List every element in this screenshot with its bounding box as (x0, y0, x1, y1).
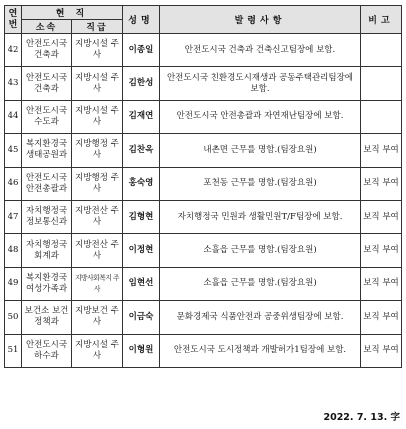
row-no: 51 (5, 334, 22, 367)
row-action: 안전도시국 안전총괄과 자연재난팀장에 보함. (160, 100, 361, 133)
row-name: 이정현 (123, 234, 160, 267)
table-row (5, 200, 402, 233)
issue-date: 2022. 7. 13. 字 (323, 412, 400, 423)
table-row (5, 267, 402, 300)
row-action: 소흘읍 근무를 명함.(팀장요원) (160, 267, 361, 300)
table-row (5, 67, 402, 100)
row-note: 보직 부여 (361, 134, 402, 167)
row-grade: 지방시설 주사 (72, 334, 123, 367)
header-no: 연번 (5, 6, 22, 34)
row-note (361, 67, 402, 100)
row-grade: 지방행정 주사 (72, 167, 123, 200)
row-grade: 지방보건 주사 (72, 301, 123, 334)
row-dept: 안전도시국 하수과 (22, 334, 72, 367)
row-grade: 지방전산 주사 (72, 234, 123, 267)
row-dept: 복지환경국 여성가족과 (22, 267, 72, 300)
row-dept: 보건소 보건정책과 (22, 301, 72, 334)
row-note: 보직 부여 (361, 267, 402, 300)
header-action: 발령사항 (160, 6, 361, 34)
row-no: 48 (5, 234, 22, 267)
row-no: 44 (5, 100, 22, 133)
row-grade: 지방행정 주사 (72, 134, 123, 167)
table-row (5, 301, 402, 334)
row-note: 보직 부여 (361, 301, 402, 334)
row-no: 50 (5, 301, 22, 334)
row-no: 47 (5, 200, 22, 233)
row-action: 문화경제국 식품안전과 공중위생팀장에 보함. (160, 301, 361, 334)
table-row (5, 34, 402, 67)
row-grade: 지방시설 주사 (72, 34, 123, 67)
header-dept: 소속 (22, 20, 72, 34)
row-note: 보직 부여 (361, 234, 402, 267)
row-action: 소흘읍 근무를 명함.(팀장요원) (160, 234, 361, 267)
row-grade: 지방시설 주사 (72, 100, 123, 133)
row-name: 이종일 (123, 34, 160, 67)
row-dept: 안전도시국 수도과 (22, 100, 72, 133)
row-name: 김재연 (123, 100, 160, 133)
row-note (361, 100, 402, 133)
row-grade: 지방전산 주사 (72, 200, 123, 233)
row-no: 42 (5, 34, 22, 67)
row-no: 43 (5, 67, 22, 100)
row-name: 임현선 (123, 267, 160, 300)
row-note: 보직 부여 (361, 334, 402, 367)
row-no: 45 (5, 134, 22, 167)
row-name: 홍숙영 (123, 167, 160, 200)
personnel-table (4, 5, 402, 368)
table-row (5, 167, 402, 200)
header-name: 성명 (123, 6, 160, 34)
header-current: 현 직 (22, 6, 123, 20)
row-action: 안전도시국 건축과 건축신고팀장에 보함. (160, 34, 361, 67)
row-dept: 안전도시국 건축과 (22, 67, 72, 100)
row-action: 내촌면 근무를 명함.(팀장요원) (160, 134, 361, 167)
row-grade: 지방시설 주사 (72, 67, 123, 100)
row-name: 김한성 (123, 67, 160, 100)
row-dept: 안전도시국 건축과 (22, 34, 72, 67)
row-no: 46 (5, 167, 22, 200)
row-name: 이금숙 (123, 301, 160, 334)
row-dept: 복지환경국 생태공원과 (22, 134, 72, 167)
table-row (5, 234, 402, 267)
table-row (5, 100, 402, 133)
row-name: 이형원 (123, 334, 160, 367)
table-row (5, 334, 402, 367)
row-action: 자치행정국 민원과 생활민원T/F팀장에 보함. (160, 200, 361, 233)
row-no: 49 (5, 267, 22, 300)
row-name: 김형현 (123, 200, 160, 233)
row-dept: 자치행정국 회계과 (22, 234, 72, 267)
row-action: 포천동 근무를 명함.(팀장요원) (160, 167, 361, 200)
header-row-1 (5, 6, 402, 20)
row-name: 김찬옥 (123, 134, 160, 167)
row-note: 보직 부여 (361, 167, 402, 200)
row-note: 보직 부여 (361, 200, 402, 233)
row-note (361, 34, 402, 67)
row-action: 안전도시국 친환경도시재생과 공동주택관리팀장에 보함. (160, 67, 361, 100)
row-action: 안전도시국 도시정책과 개발허가1팀장에 보함. (160, 334, 361, 367)
row-dept: 자치행정국 정보통신과 (22, 200, 72, 233)
row-grade: 지방사회복지 주사 (72, 267, 123, 300)
table-row (5, 134, 402, 167)
row-dept: 안전도시국 안전총괄과 (22, 167, 72, 200)
header-grade: 직급 (72, 20, 123, 34)
header-note: 비고 (361, 6, 402, 34)
